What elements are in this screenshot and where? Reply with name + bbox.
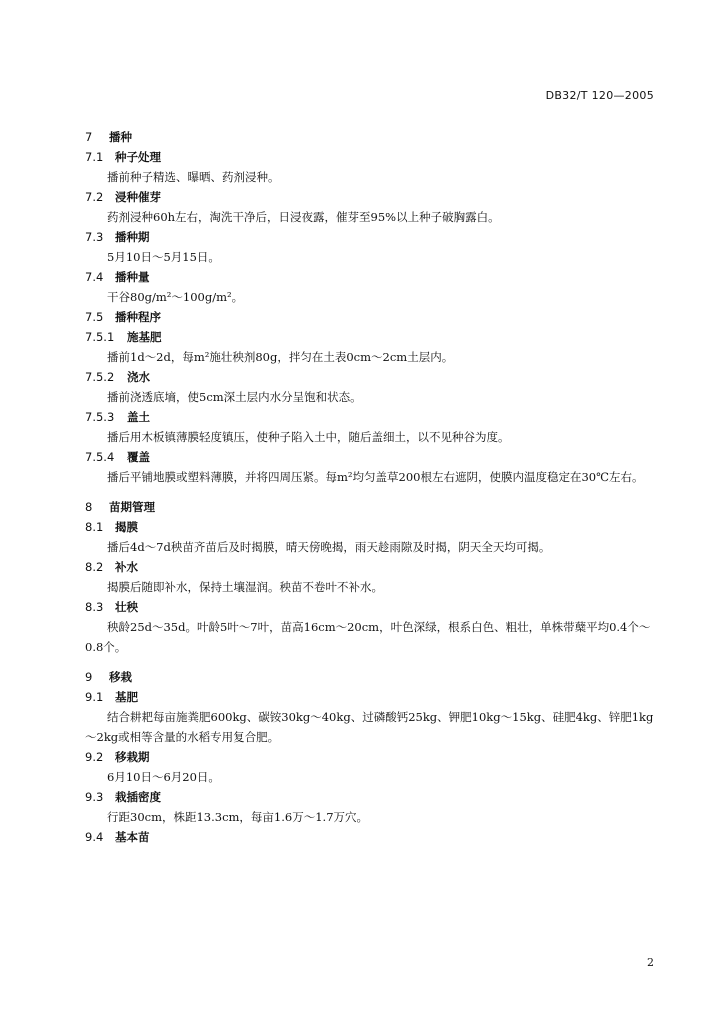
section-number: 9.2 [85, 750, 104, 764]
paragraph: 药剂浸种60h左右，淘洗干净后，日浸夜露，催芽至95%以上种子破胸露白。 [107, 210, 500, 224]
section-number: 7.5.2 [85, 370, 115, 384]
paragraph: 行距30cm，株距13.3cm，每亩1.6万～1.7万穴。 [107, 810, 369, 824]
page-number: 2 [647, 956, 654, 969]
section-heading-9-2 [85, 747, 654, 767]
section-number: 7.5.3 [85, 410, 115, 424]
section-heading-9-1 [85, 687, 654, 707]
section-number: 7.4 [85, 270, 104, 284]
section-number: 7.2 [85, 190, 104, 204]
section-title: 浸种催芽 [115, 190, 161, 204]
section-title: 施基肥 [127, 330, 162, 344]
section-title: 覆盖 [127, 450, 150, 464]
paragraph: 播前浇透底墒，使5cm深土层内水分呈饱和状态。 [107, 390, 362, 404]
paragraph: 播后平铺地膜或塑料薄膜，并将四周压紧。每m²均匀盖草200根左右遮阴，使膜内温度稳定在30℃左右。 [107, 470, 644, 484]
section-number: 9 [85, 670, 93, 684]
paragraph: 6月10日～6月20日。 [107, 770, 220, 784]
section-title: 种子处理 [115, 150, 161, 164]
section-number: 7.5.1 [85, 330, 115, 344]
section-title: 揭膜 [115, 520, 138, 534]
section-title: 移栽 [109, 670, 132, 684]
section-number: 9.3 [85, 790, 104, 804]
section-number: 7.5 [85, 310, 104, 324]
section-number: 9.4 [85, 830, 104, 844]
paragraph: 5月10日～5月15日。 [107, 250, 220, 264]
section-heading-9 [85, 667, 654, 687]
section-number: 8.2 [85, 560, 104, 574]
section-heading-7-3 [85, 227, 654, 247]
paragraph: 揭膜后随即补水，保持土壤湿润。秧苗不卷叶不补水。 [107, 580, 383, 594]
section-title: 补水 [115, 560, 138, 574]
paragraph: 播前种子精选、曝晒、药剂浸种。 [107, 170, 280, 184]
section-number: 8.3 [85, 600, 104, 614]
section-number: 7.1 [85, 150, 104, 164]
section-title: 播种量 [115, 270, 150, 284]
section-title: 栽插密度 [115, 790, 161, 804]
paragraph: 播后用木板镇薄膜轻度镇压，使种子陷入土中，随后盖细土，以不见种谷为度。 [107, 430, 510, 444]
section-number: 7.5.4 [85, 450, 115, 464]
section-heading-7-1 [85, 147, 654, 167]
section-number: 8.1 [85, 520, 104, 534]
section-heading-7-2 [85, 187, 654, 207]
paragraph: 播前1d～2d，每m²施壮秧剂80g，拌匀在土表0cm～2cm土层内。 [107, 350, 454, 364]
section-title: 基本苗 [115, 830, 150, 844]
section-heading-7-5-3 [85, 407, 654, 427]
section-heading-7 [85, 127, 654, 147]
section-heading-7-5-2 [85, 367, 654, 387]
section-heading-8-1 [85, 517, 654, 537]
section-title: 苗期管理 [109, 500, 155, 514]
section-heading-8 [85, 497, 654, 517]
section-heading-7-4 [85, 267, 654, 287]
document-body [85, 117, 654, 847]
section-number: 8 [85, 500, 93, 514]
section-title: 基肥 [115, 690, 138, 704]
section-title: 播种期 [115, 230, 150, 244]
section-heading-7-5 [85, 307, 654, 327]
section-title: 壮秧 [115, 600, 138, 614]
section-title: 播种 [109, 130, 132, 144]
section-heading-7-5-1 [85, 327, 654, 347]
section-heading-9-4 [85, 827, 654, 847]
paragraph: 结合耕耙每亩施粪肥600kg、碳铵30kg～40kg、过磷酸钙25kg、钾肥10kg～15kg、硅肥4kg、锌肥1kg～2kg或相等含量的水稻专用复合肥。 [85, 710, 654, 744]
paragraph: 播后4d～7d秧苗齐苗后及时揭膜，晴天傍晚揭，雨天趁雨隙及时揭，阴天全天均可揭。 [107, 540, 551, 554]
section-heading-8-3 [85, 597, 654, 617]
section-title: 盖土 [127, 410, 150, 424]
section-number: 7.3 [85, 230, 104, 244]
section-title: 移栽期 [115, 750, 150, 764]
section-heading-7-5-4 [85, 447, 654, 467]
section-heading-9-3 [85, 787, 654, 807]
paragraph: 秧龄25d～35d。叶龄5叶～7叶，苗高16cm～20cm，叶色深绿，根系白色、粗壮，单株带蘖平均0.4个～0.8个。 [85, 620, 651, 654]
section-number: 7 [85, 130, 93, 144]
document-code: DB32/T 120—2005 [545, 89, 654, 102]
section-title: 播种程序 [115, 310, 161, 324]
section-number: 9.1 [85, 690, 104, 704]
paragraph: 干谷80g/m²～100g/m²。 [107, 290, 244, 304]
section-title: 浇水 [127, 370, 150, 384]
section-heading-8-2 [85, 557, 654, 577]
